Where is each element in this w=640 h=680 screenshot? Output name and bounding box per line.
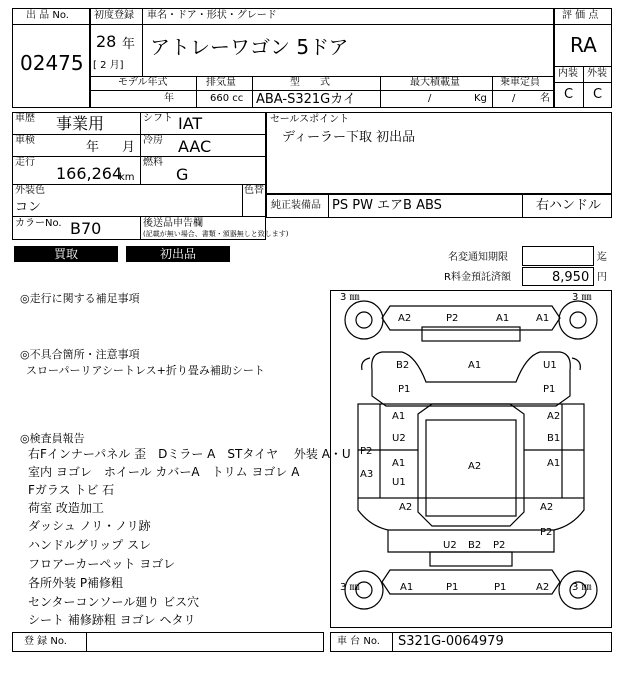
- mark-rear-bumper-l: A1: [400, 582, 414, 593]
- history-label: 車歴: [15, 113, 35, 124]
- shift-value: IAT: [178, 114, 203, 133]
- displacement-label: 排気量: [206, 77, 236, 88]
- inspector-line: 室内 ヨゴレ ホイール カバーA トリム ヨゴレ A: [28, 465, 300, 479]
- inspector-title: ◎検査員報告: [20, 432, 85, 445]
- exterior-grade: C: [593, 87, 603, 102]
- interior-grade: C: [564, 87, 574, 102]
- mark-rear-bumper-mr: P1: [494, 582, 507, 593]
- car-name: アトレーワゴン 5ドア: [150, 35, 349, 59]
- driving-notes-title: ◎走行に関する補足事項: [20, 292, 140, 305]
- mark-fender-r2: P1: [543, 384, 556, 395]
- name-change-label: 名変通知期限: [448, 252, 508, 263]
- inspection-label: 車検: [15, 135, 35, 146]
- mark-door-fl: A1: [392, 411, 406, 422]
- ac-value: AAC: [178, 137, 212, 156]
- mark-tail-3: P2: [493, 540, 506, 551]
- mark-tail-1: U2: [443, 540, 457, 551]
- ac-label: 冷房: [143, 135, 163, 146]
- mark-door-rr: A1: [547, 458, 561, 469]
- inspector-line: ダッシュ ノリ・ノリ跡: [28, 519, 151, 533]
- fuel-label: 燃料: [143, 157, 163, 168]
- capacity-label: 乗車定員: [500, 77, 540, 88]
- sales-point-label: セールスポイント: [270, 114, 350, 125]
- recycle-amount: 8,950: [552, 270, 590, 285]
- mark-step-l2: A3: [360, 469, 374, 480]
- purchase-badge: 買取: [14, 246, 118, 262]
- mark-rear-bumper-r: A2: [536, 582, 550, 593]
- capacity-unit: 名: [540, 93, 550, 104]
- model-year-label: モデル年式: [118, 77, 168, 88]
- color-no-label: カラーNo.: [15, 218, 62, 229]
- recycle-label: R料金預託済額: [444, 272, 511, 283]
- mark-front-bumper-r: A1: [536, 313, 550, 324]
- mark-rear-bumper-ml: P1: [446, 582, 459, 593]
- shift-label: シフト: [143, 113, 173, 124]
- mark-quarter-r: A2: [540, 502, 554, 513]
- interior-label: 内装: [558, 68, 578, 79]
- mileage-label: 走行: [15, 157, 35, 168]
- name-change-unit: 迄: [597, 252, 607, 263]
- model-code: ABA-S321Gカイ: [256, 92, 356, 107]
- mark-front-bumper-l: A2: [398, 313, 412, 324]
- max-load-unit: Kg: [474, 93, 487, 104]
- inspection-month-unit: 月: [122, 140, 136, 155]
- inspector-line: 各所外装 P補修粗: [28, 576, 124, 590]
- inspector-line: 右Fインナーパネル 歪 Dミラー A STタイヤ 外装 A・U: [28, 447, 351, 461]
- first-reg-label: 初度登録: [94, 10, 134, 21]
- sales-point: ディーラー下取 初出品: [282, 130, 416, 145]
- first-listing-badge: 初出品: [126, 246, 230, 262]
- mark-door-fr2: B1: [547, 433, 561, 444]
- mark-fender-l2: P1: [398, 384, 411, 395]
- aftermarket-note: (記載が無い場合、書類・頒器無しと致します): [143, 230, 289, 238]
- equipment-label: 純正装備品: [271, 200, 321, 211]
- exterior-color: コン: [15, 200, 42, 215]
- mark-fender-r: U1: [543, 360, 557, 371]
- name-change-box: [522, 246, 594, 266]
- recycle-unit: 円: [597, 272, 607, 283]
- lot-number: 02475: [20, 51, 84, 75]
- mark-door-rl2: U1: [392, 477, 406, 488]
- exterior-color-label: 外装色: [15, 185, 45, 196]
- inspector-line: フロアーカーペット ヨゴレ: [28, 557, 176, 571]
- reg-no-label: 登 録 No.: [24, 636, 67, 647]
- inspection-year-unit: 年: [86, 140, 100, 155]
- max-load-label: 最大積載量: [410, 77, 460, 88]
- equipment-value: PS PW エアB ABS: [332, 198, 442, 213]
- chassis-label: 車 台 No.: [337, 636, 380, 647]
- mark-front-bumper-mr: A1: [496, 313, 510, 324]
- fuel-value: G: [176, 165, 189, 184]
- lot-label: 出 品 No.: [26, 10, 69, 21]
- mark-step-l: P2: [360, 446, 373, 457]
- defects-line: スローパーリアシートレス+折り畳み補助シート: [26, 364, 265, 377]
- model-year-unit: 年: [164, 93, 174, 104]
- mark-tail-2: B2: [468, 540, 482, 551]
- mark-front-bumper-ml: P2: [446, 313, 459, 324]
- handle-value: 右ハンドル: [536, 198, 602, 213]
- first-reg-year: 28: [96, 32, 117, 51]
- inspector-line: ハンドルグリップ スレ: [28, 538, 152, 552]
- chassis-no: S321G-0064979: [398, 634, 504, 649]
- car-name-label: 車名・ドア・形状・グレード: [147, 10, 277, 21]
- inspector-line: 荷室 改造加工: [28, 501, 104, 515]
- tire-label-fl: 3 ㎜: [340, 292, 360, 303]
- exterior-label: 外装: [587, 68, 607, 79]
- aftermarket-label: 後送品申告欄: [143, 218, 203, 229]
- max-load-slash: /: [428, 93, 432, 104]
- inspector-line: センターコンソール廻り ビス穴: [28, 595, 200, 609]
- displacement: 660 cc: [210, 93, 244, 104]
- mark-door-rl: A1: [392, 458, 406, 469]
- mark-fender-l: B2: [396, 360, 410, 371]
- tire-label-rr: 3 ㎜: [572, 582, 592, 593]
- mark-roof: A2: [468, 461, 482, 472]
- defects-title: ◎不具合箇所・注意事項: [20, 348, 140, 361]
- mark-quarter-r2: P2: [540, 527, 553, 538]
- mark-hood: A1: [468, 360, 482, 371]
- inspector-line: シート 補修跡粗 ヨゴレ ヘタリ: [28, 613, 196, 627]
- color-change-label: 色替: [244, 185, 264, 196]
- inspector-line: Fガラス トビ 石: [28, 483, 115, 497]
- rating-value: RA: [570, 33, 597, 57]
- first-reg-month: [ 2 月]: [93, 60, 124, 71]
- mileage-value: 166,264: [56, 164, 123, 183]
- capacity-slash: /: [512, 93, 516, 104]
- color-no: B70: [70, 219, 102, 238]
- tire-label-rl: 3 ㎜: [340, 582, 360, 593]
- mark-door-fl2: U2: [392, 433, 406, 444]
- type-label: 型 式: [290, 77, 330, 88]
- first-reg-year-unit: 年: [122, 37, 136, 52]
- mark-door-fr: A2: [547, 411, 561, 422]
- history-value: 事業用: [56, 114, 105, 133]
- car-outline: [330, 290, 612, 628]
- tire-label-fr: 3 ㎜: [572, 292, 592, 303]
- mileage-unit: km: [119, 172, 135, 183]
- rating-label: 評 価 点: [562, 10, 599, 21]
- mark-quarter-l: A2: [399, 502, 413, 513]
